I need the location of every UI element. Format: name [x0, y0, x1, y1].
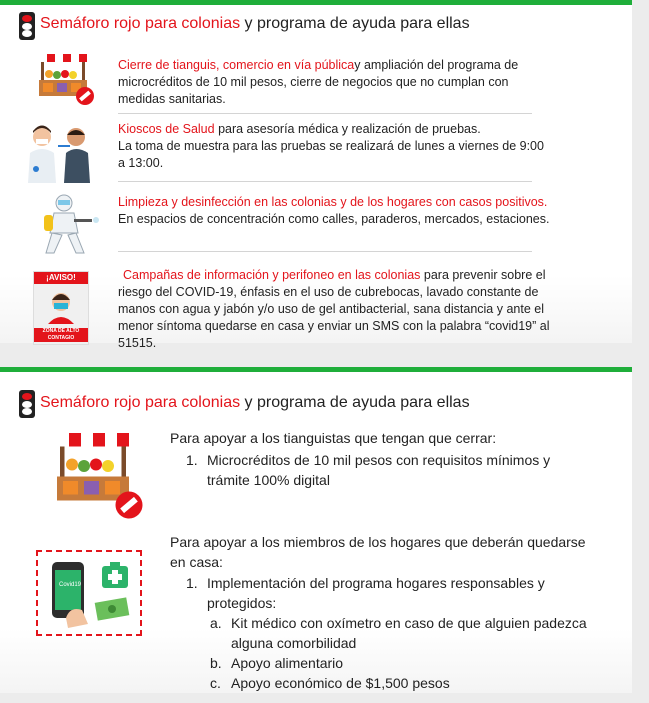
sub-c-text: Apoyo económico de $1,500 pesos: [231, 675, 450, 691]
block2-intro: [170, 532, 610, 572]
traffic-light-icon: [19, 390, 35, 418]
sub-a-line2: alguna comorbilidad: [231, 635, 357, 651]
divider: [118, 113, 532, 114]
block2-intro-line1: Para apoyar a los miembros de los hogares que deberán quedarse: [170, 534, 586, 550]
phone-label: Covid19: [58, 582, 81, 588]
block2-intro-line2: en casa:: [170, 554, 223, 570]
sub-c-letter: c.: [210, 675, 221, 691]
masked-person-icon: [44, 288, 78, 324]
item3-red: Limpieza y desinfección en las colonias y de los hogares con casos positivos.: [118, 195, 548, 209]
item3-line1: En espacios de concentración como calles, paraderos, mercados, estaciones.: [118, 212, 550, 226]
block2-item1-line2: protegidos:: [207, 595, 277, 611]
block1-item1-line2: trámite 100% digital: [207, 472, 330, 488]
panel1-title-red: Semáforo rojo para colonias: [40, 15, 241, 32]
item1-line3: medidas sanitarias.: [118, 92, 226, 106]
item2-line2: La toma de muestra para las pruebas se realizará de lunes a viernes de 9:00: [118, 139, 544, 153]
item2-line1: para asesoría médica y realización de pruebas.: [214, 122, 481, 136]
aviso-label: ¡AVISO!: [34, 272, 88, 284]
sub-a-text: [231, 613, 621, 653]
item4-text: [118, 267, 598, 352]
item1-line2: microcréditos de 10 mil pesos, cierre de negocios que no cumplan con: [118, 75, 509, 89]
item1-red: Cierre de tianguis, comercio en vía pública: [118, 58, 355, 72]
panel2-title-rest: y programa de ayuda para ellas: [240, 394, 470, 411]
panel1-title-rest: y programa de ayuda para ellas: [240, 15, 470, 32]
item3-text: [118, 194, 598, 228]
traffic-light-icon: [19, 12, 35, 40]
panel-semaforo-medidas: [0, 0, 632, 350]
phone-medkit-icon: [48, 558, 136, 630]
panel1-title: [40, 15, 470, 33]
block1-item1-text: [207, 450, 607, 490]
item1-text: [118, 57, 588, 108]
item4-line4: menor síntoma quedarse en casa y enviar un SMS con la palabra “covid19” al: [118, 319, 550, 333]
divider: [118, 181, 532, 182]
item2-red: Kioscos de Salud: [118, 122, 215, 136]
sub-a-line1: Kit médico con oxímetro en caso de que alguien padezca: [231, 615, 587, 631]
item2-text: [118, 121, 588, 172]
covid-kit-illustration: [36, 550, 142, 636]
block1-intro: Para apoyar a los tianguistas que tengan que cerrar:: [170, 430, 497, 446]
sub-a-letter: a.: [210, 615, 222, 631]
health-kiosk-icon: [24, 123, 100, 183]
item1-line1: y ampliación del programa de: [354, 58, 519, 72]
sub-b-text: Apoyo alimentario: [231, 655, 344, 671]
block2-item1-line1: Implementación del programa hogares responsables y: [207, 575, 545, 591]
item2-line3: a 13:00.: [118, 156, 164, 170]
item4-line5: 51515.: [118, 336, 157, 350]
market-stall-closed-icon: [33, 48, 97, 108]
block2-item1-num: 1.: [186, 575, 198, 591]
panel2-title-red: Semáforo rojo para colonias: [40, 394, 241, 411]
block1-item1-line1: Microcréditos de 10 mil pesos con requisitos mínimos y: [207, 452, 551, 468]
block1-item1-num: 1.: [186, 452, 198, 468]
item4-line1: para prevenir sobre el: [420, 268, 546, 282]
item4-line2: riesgo del COVID-19, énfasis en el uso de cubrebocas, lavado constante de: [118, 285, 539, 299]
panel2-title: [40, 394, 470, 412]
aviso-poster: [33, 271, 89, 345]
sub-b-letter: b.: [210, 655, 222, 671]
block2-item1-text: [207, 573, 607, 613]
zona-label: ZONA DE ALTO CONTAGIO: [34, 328, 88, 342]
divider: [118, 251, 532, 252]
disinfection-worker-icon: [36, 191, 100, 255]
item4-red: Campañas de información y perifoneo en las colonias: [123, 268, 421, 282]
item4-line3: manos con agua y jabón y/o uso de gel antibacterial, sana distancia y ante el: [118, 302, 544, 316]
market-stall-closed-icon: [48, 427, 144, 523]
panel-semaforo-apoyos: [0, 367, 632, 693]
